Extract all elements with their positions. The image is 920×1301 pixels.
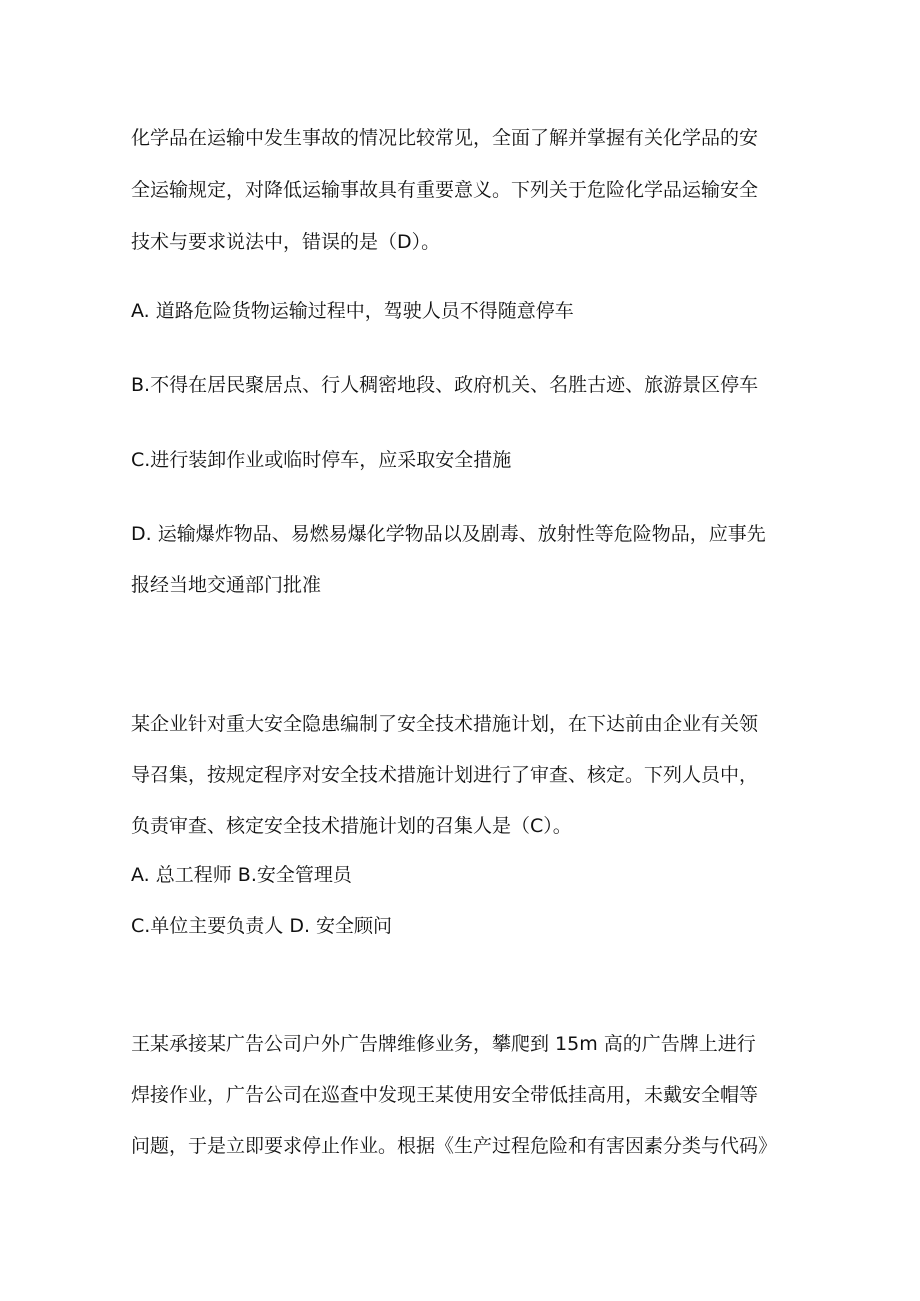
question-1-stem-line-1: 化学品在运输中发生事故的情况比较常见，全面了解并掌握有关化学品的安 (131, 127, 759, 149)
question-1-option-a: A. 道路危险货物运输过程中，驾驶人员不得随意停车 (131, 300, 574, 322)
question-3-stem-line-3: 问题，于是立即要求停止作业。根据《生产过程危险和有害因素分类与代码》 (131, 1135, 778, 1157)
question-2-options-line-2: C.单位主要负责人 D. 安全顾问 (131, 915, 393, 937)
question-1-stem-line-2: 全运输规定，对降低运输事故具有重要意义。下列关于危险化学品运输安全 (131, 179, 759, 201)
question-2-stem-line-1: 某企业针对重大安全隐患编制了安全技术措施计划，在下达前由企业有关领 (131, 713, 759, 735)
question-1-option-b: B.不得在居民聚居点、行人稠密地段、政府机关、名胜古迹、旅游景区停车 (131, 374, 759, 396)
question-2-stem-line-2: 导召集，按规定程序对安全技术措施计划进行了审查、核定。下列人员中， (131, 764, 759, 786)
question-1-stem-line-3: 技术与要求说法中，错误的是（D）。 (131, 231, 441, 253)
question-2-stem-line-3: 负责审查、核定安全技术措施计划的召集人是（C）。 (131, 815, 572, 837)
question-1-option-c: C.进行装卸作业或临时停车，应采取安全措施 (131, 449, 512, 471)
question-3-stem-line-1: 王某承接某广告公司户外广告牌维修业务，攀爬到 15m 高的广告牌上进行 (131, 1033, 756, 1055)
question-2-options-line-1: A. 总工程师 B.安全管理员 (131, 864, 352, 886)
question-1-option-d-continued: 报经当地交通部门批准 (131, 574, 322, 596)
question-3-stem-line-2: 焊接作业，广告公司在巡查中发现王某使用安全带低挂高用，未戴安全帽等 (131, 1084, 759, 1106)
question-1-option-d: D. 运输爆炸物品、易燃易爆化学物品以及剧毒、放射性等危险物品，应事先 (131, 523, 766, 545)
